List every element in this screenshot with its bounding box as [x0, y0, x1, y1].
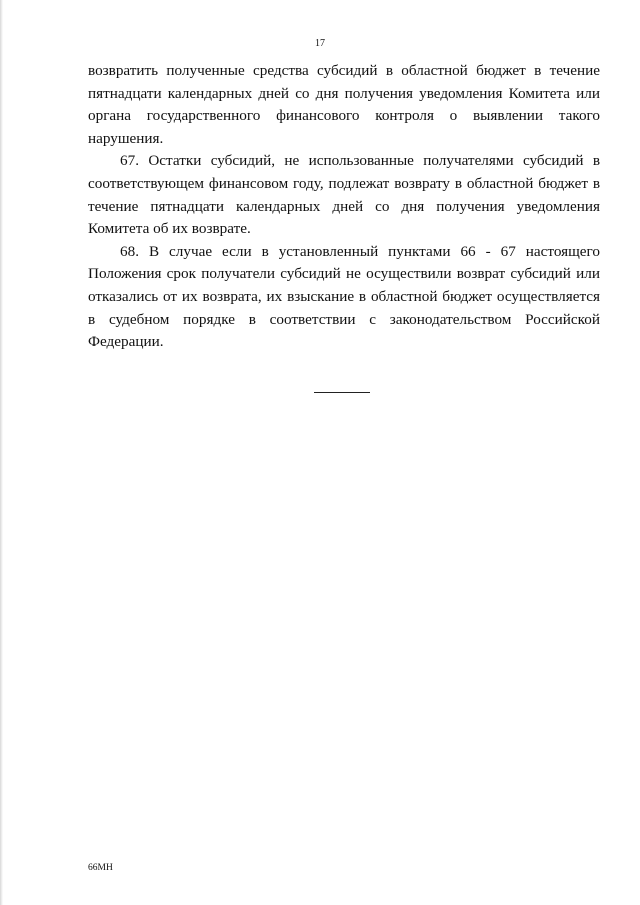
paragraph-67: 67. Остатки субсидий, не использованные получателями субсидий в соответствующем финансовом году, подлежат возврату в областной бюджет в течение пятнадцати календарных дней со дня получения уведомления Комитета об их возврате.	[88, 152, 600, 238]
end-of-document-rule	[314, 392, 370, 393]
scan-edge	[0, 0, 3, 905]
paragraph-continuation: возвратить полученные средства субсидий в областной бюджет в течение пятнадцати календарных дней со дня получения уведомления Комитета или органа государственного финансового контроля о выявлении такого нарушения.	[88, 62, 600, 147]
paragraph-68: 68. В случае если в установленный пунктами 66 - 67 настоящего Положения срок получатели субсидий не осуществили возврат субсидий или отказались от их возврата, их взыскание в областной бюджет осуществляется в судебном порядке в соответствии с законодательством Российской Федерации.	[88, 242, 600, 351]
footer-code: 66МН	[88, 863, 113, 873]
page-number: 17	[315, 38, 325, 49]
document-body	[88, 60, 600, 354]
